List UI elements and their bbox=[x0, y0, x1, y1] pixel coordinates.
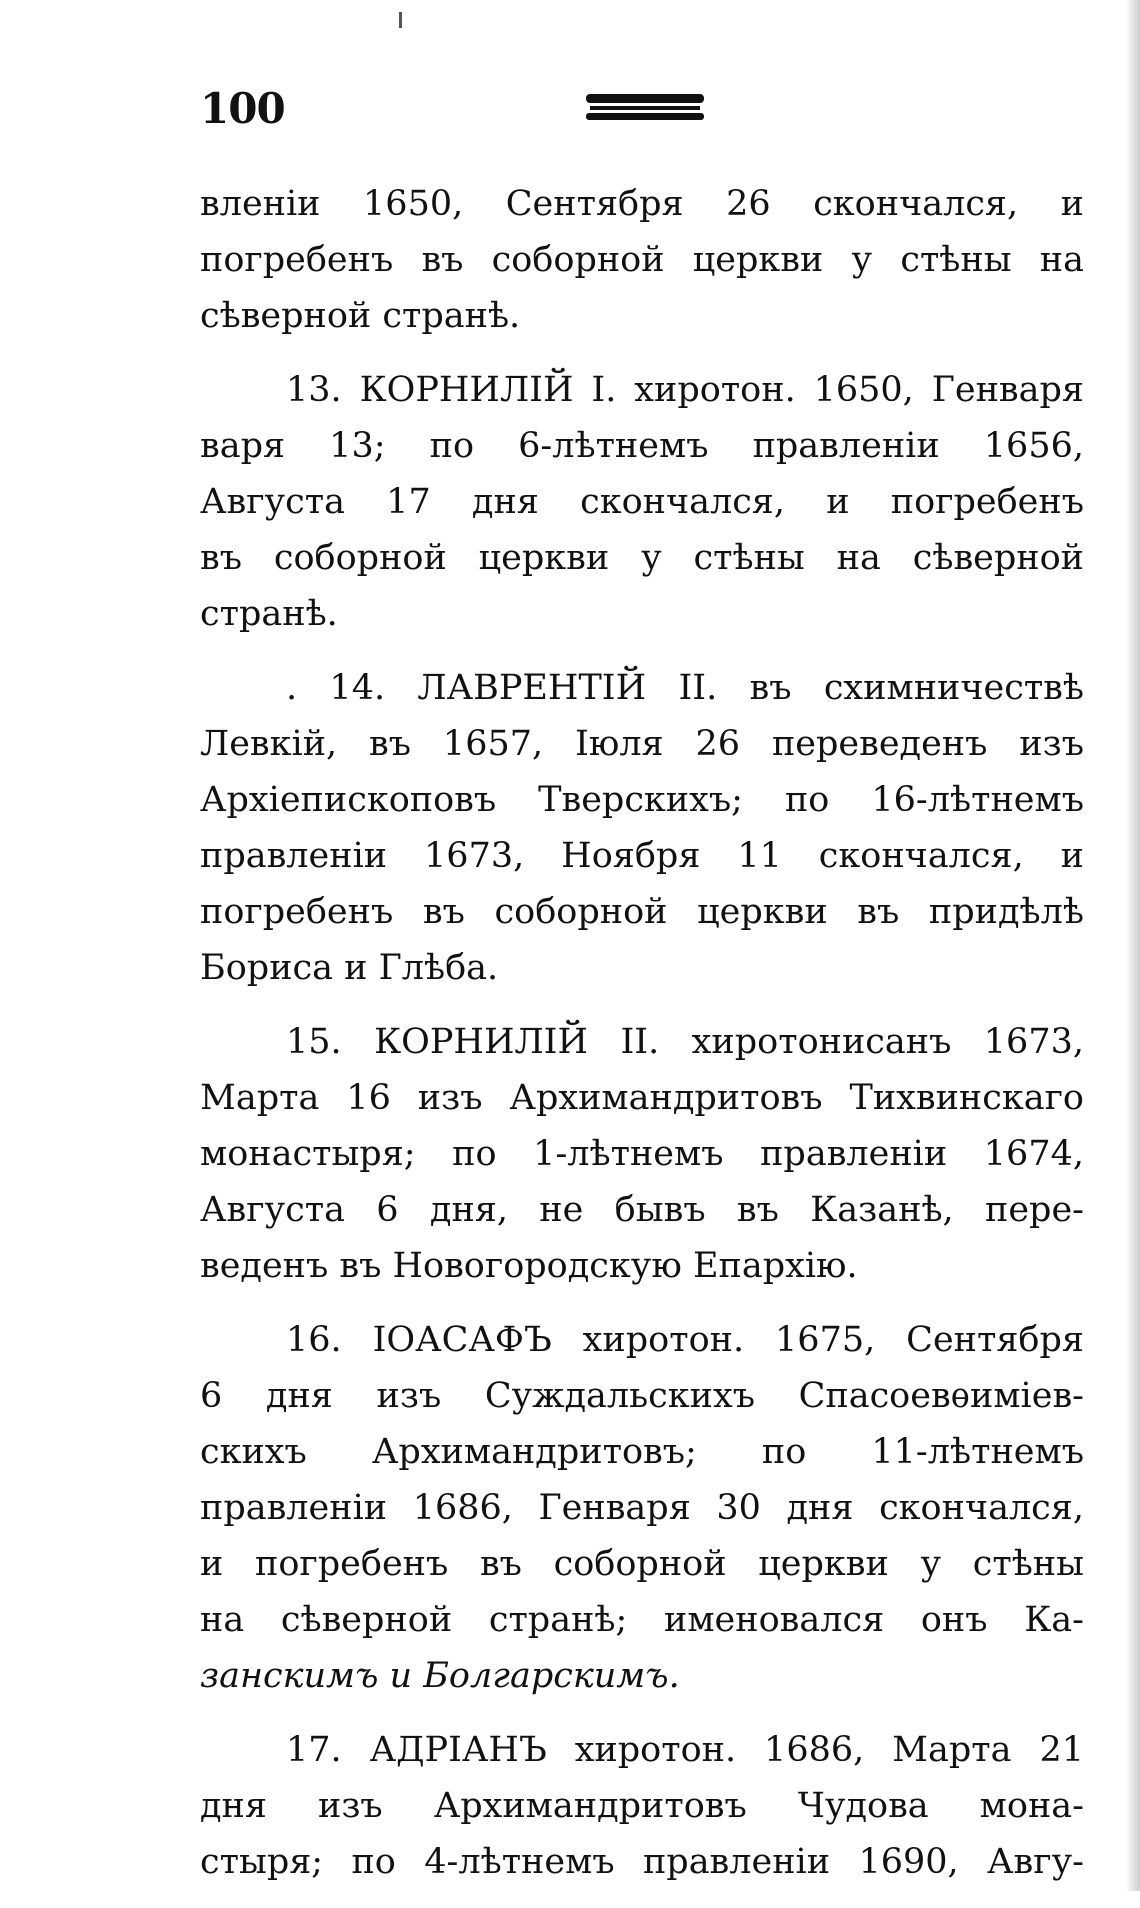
text-line: 17. АДРІАНЪ хиротон. 1686, Марта 21 bbox=[286, 1730, 1084, 1770]
paragraph bbox=[200, 176, 1084, 344]
text-line: 13. КОРНИЛІЙ I. хиротон. 1650, Генваря bbox=[286, 370, 1084, 410]
text-line: и погребенъ въ соборной церкви у стѣны bbox=[200, 1544, 1084, 1584]
text-line: вленіи 1650, Сентября 26 скончался, и bbox=[200, 184, 1084, 224]
ornament-bar bbox=[586, 94, 704, 103]
paragraph-entry-15 bbox=[200, 1014, 1084, 1294]
text-line: сѣверной странѣ. bbox=[200, 296, 521, 336]
ornament-bar bbox=[590, 106, 700, 110]
text-line: Августа 6 дня, не бывъ въ Казанѣ, пере- bbox=[200, 1190, 1084, 1230]
text-line: дня изъ Архимандритовъ Чудова мона- bbox=[200, 1786, 1084, 1826]
page-text bbox=[200, 176, 1084, 1908]
text-line: Левкій, въ 1657, Іюля 26 переведенъ изъ bbox=[200, 724, 1084, 764]
ornament-bar bbox=[586, 113, 704, 120]
text-line: погребенъ въ соборной церкви у стѣны на bbox=[200, 240, 1084, 280]
text-line: скихъ Архимандритовъ; по 11-лѣтнемъ bbox=[200, 1432, 1084, 1472]
text-line: правленіи 1673, Ноября 11 скончался, и bbox=[200, 836, 1084, 876]
paragraph-entry-16 bbox=[200, 1312, 1084, 1704]
text-line: 15. КОРНИЛІЙ II. хиротонисанъ 1673, bbox=[286, 1022, 1084, 1062]
paragraph-entry-14 bbox=[200, 660, 1084, 996]
header-ornament bbox=[586, 94, 704, 120]
page-edge-shadow bbox=[1126, 0, 1140, 1891]
text-line: занскимъ и Болгарскимъ. bbox=[200, 1656, 680, 1696]
text-line: веденъ въ Новогородскую Епархію. bbox=[200, 1246, 858, 1286]
text-line: . 14. ЛАВРЕНТІЙ II. въ схимничествѣ bbox=[286, 668, 1084, 708]
scan-mark bbox=[399, 12, 402, 28]
text-line: въ соборной церкви у стѣны на сѣверной bbox=[200, 538, 1084, 578]
paragraph-entry-17 bbox=[200, 1722, 1084, 1890]
text-line: монастыря; по 1-лѣтнемъ правленіи 1674, bbox=[200, 1134, 1084, 1174]
text-line: странѣ. bbox=[200, 594, 338, 634]
text-line: 6 дня изъ Суждальскихъ Спасоевѳиміев- bbox=[200, 1376, 1084, 1416]
text-line: 16. ІОАСАФЪ хиротон. 1675, Сентября bbox=[286, 1320, 1084, 1360]
paragraph-entry-13 bbox=[200, 362, 1084, 642]
text-line: Архіепископовъ Тверскихъ; по 16-лѣтнемъ bbox=[200, 780, 1084, 820]
text-line: правленіи 1686, Генваря 30 дня скончался, bbox=[200, 1488, 1084, 1528]
text-line: Бориса и Глѣба. bbox=[200, 948, 499, 988]
text-line: варя 13; по 6-лѣтнемъ правленіи 1656, bbox=[200, 426, 1084, 466]
text-line: Августа 17 дня скончался, и погребенъ bbox=[200, 482, 1084, 522]
text-line: погребенъ въ соборной церкви въ придѣлѣ bbox=[200, 892, 1084, 932]
text-line: стыря; по 4-лѣтнемъ правленіи 1690, Авгу- bbox=[200, 1842, 1084, 1882]
text-line: на сѣверной странѣ; именовался онъ Ка- bbox=[200, 1600, 1084, 1640]
text-line: Марта 16 изъ Архимандритовъ Тихвинскаго bbox=[200, 1078, 1084, 1118]
page-number: 100 bbox=[200, 84, 285, 133]
